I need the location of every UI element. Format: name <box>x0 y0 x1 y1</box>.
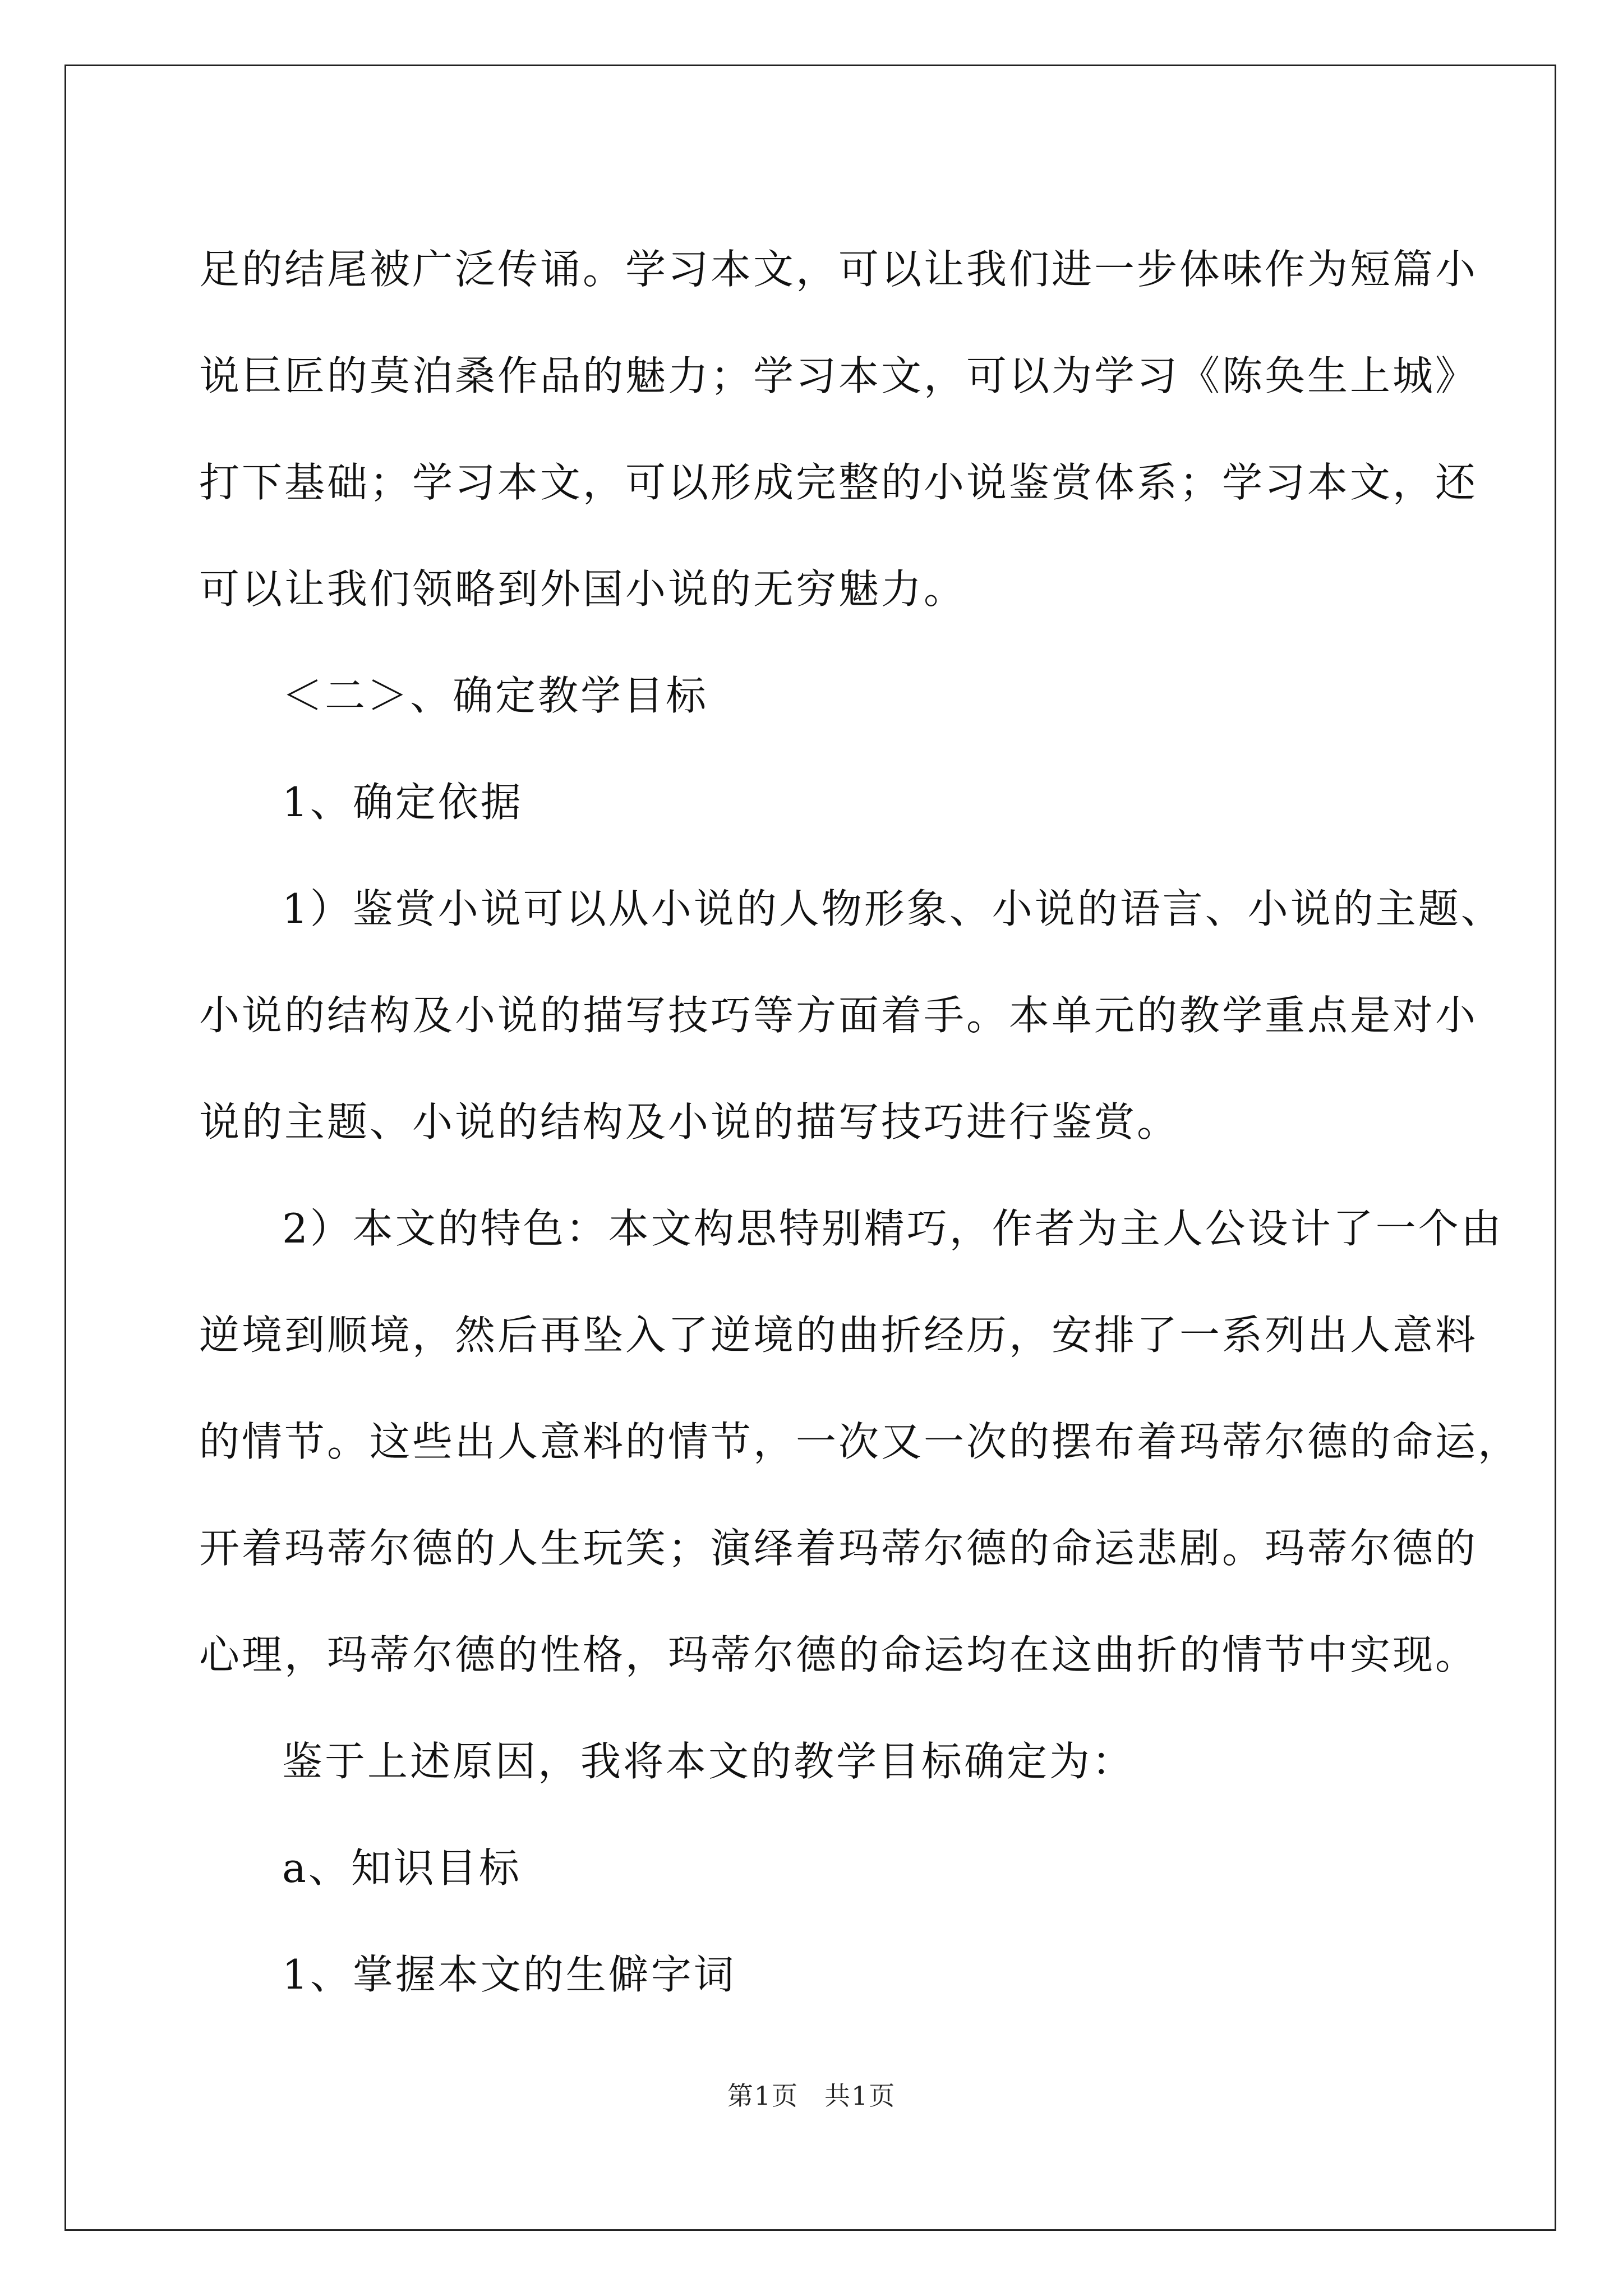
paragraph-line: 足的结尾被广泛传诵。学习本文，可以让我们进一步体味作为短篇小 <box>199 246 1478 293</box>
paragraph-line: 的情节。这些出人意料的情节，一次又一次的摆布着玛蒂尔德的命运， <box>199 1418 1521 1465</box>
paragraph-line: 2）本文的特色：本文构思特别精巧，作者为主人公设计了一个由 <box>282 1205 1504 1252</box>
subsection-heading: 1、确定依据 <box>282 779 523 826</box>
document-body <box>199 216 1521 2028</box>
paragraph-line: 打下基础；学习本文，可以形成完整的小说鉴赏体系；学习本文，还 <box>199 459 1478 506</box>
paragraph-line: 逆境到顺境，然后再坠入了逆境的曲折经历，安排了一系列出人意料 <box>199 1312 1478 1359</box>
page-number-current: 第1页 <box>727 2081 799 2111</box>
paragraph-line: 开着玛蒂尔德的人生玩笑；演绎着玛蒂尔德的命运悲剧。玛蒂尔德的 <box>199 1525 1478 1572</box>
subsection-heading: a、知识目标 <box>282 1844 522 1892</box>
paragraph-line: 说的主题、小说的结构及小说的描写技巧进行鉴赏。 <box>199 1098 1180 1145</box>
list-item: 1、掌握本文的生僻字词 <box>282 1951 736 1998</box>
paragraph-line: 1）鉴赏小说可以从小说的人物形象、小说的语言、小说的主题、 <box>282 885 1504 932</box>
paragraph-line: 心理，玛蒂尔德的性格，玛蒂尔德的命运均在这曲折的情节中实现。 <box>199 1631 1478 1678</box>
paragraph-line: 小说的结构及小说的描写技巧等方面着手。本单元的教学重点是对小 <box>199 992 1478 1039</box>
paragraph-line: 可以让我们领略到外国小说的无穷魅力。 <box>199 565 967 613</box>
paragraph-line: 鉴于上述原因，我将本文的教学目标确定为： <box>282 1738 1135 1785</box>
page-number-total: 共1页 <box>824 2081 896 2111</box>
section-heading: ＜二＞、确定教学目标 <box>282 672 709 719</box>
paragraph-line: 说巨匠的莫泊桑作品的魅力；学习本文，可以为学习《陈奂生上城》 <box>199 352 1478 399</box>
page-footer <box>0 2076 1623 2113</box>
